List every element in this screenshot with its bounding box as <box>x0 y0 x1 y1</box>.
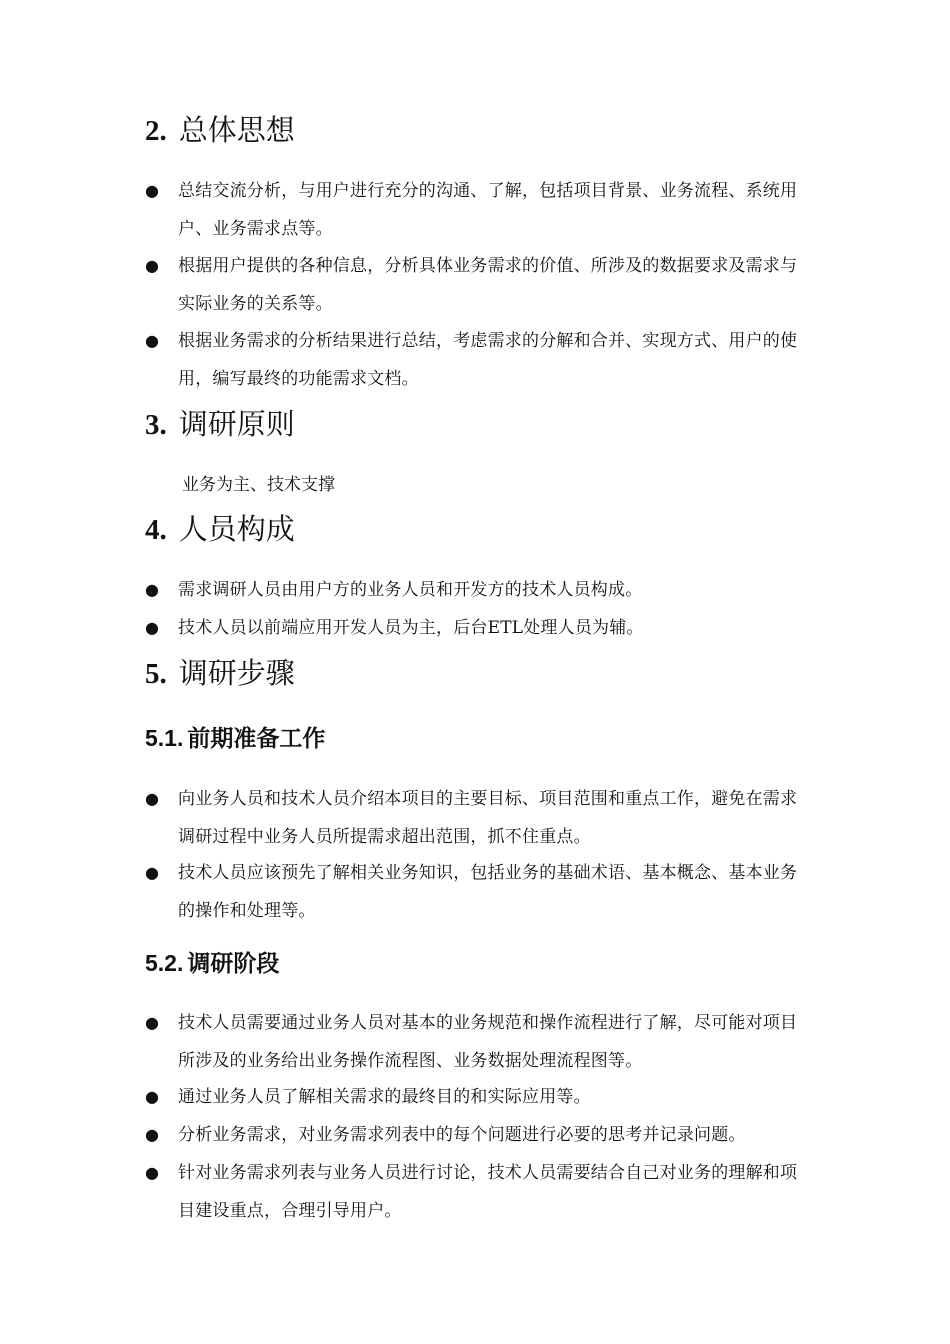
list-item-text: 技术人员以前端应用开发人员为主，后台ETL处理人员为辅。 <box>178 618 644 638</box>
list-item-text: 针对业务需求列表与业务人员进行讨论，技术人员需要结合自己对业务的理解和项目建设重点，合理引导用户。 <box>178 1163 798 1221</box>
subsection-number: 5.2. <box>145 950 184 976</box>
subsection-heading-5-1 <box>145 723 325 754</box>
section-title: 调研原则 <box>178 407 295 441</box>
bullet-icon: ● <box>145 1087 159 1106</box>
section-heading-5 <box>145 656 295 691</box>
bullet-icon: ● <box>145 331 159 350</box>
section-number: 2. <box>145 115 167 147</box>
list-item <box>145 1078 810 1116</box>
section-number: 5. <box>145 658 167 690</box>
principle-text: 业务为主、技术支撑 <box>182 475 335 495</box>
section-title: 人员构成 <box>178 512 295 546</box>
list-item-text: 通过业务人员了解相关需求的最终目的和实际应用等。 <box>178 1087 591 1107</box>
list-item <box>145 247 810 323</box>
bullet-icon: ● <box>145 256 159 275</box>
section-title: 调研步骤 <box>178 656 295 690</box>
bullet-icon: ● <box>145 618 159 637</box>
list-item-text: 技术人员需要通过业务人员对基本的业务规范和操作流程进行了解，尽可能对项目所涉及的业务给出业务操作流程图、业务数据处理流程图等。 <box>178 1013 798 1071</box>
subsection-number: 5.1. <box>145 725 184 751</box>
subsection-heading-5-2 <box>145 948 279 979</box>
bullet-icon: ● <box>145 1013 159 1032</box>
bullet-icon: ● <box>145 789 159 808</box>
section-heading-2 <box>145 113 295 148</box>
bullet-icon: ● <box>145 181 159 200</box>
section-number: 4. <box>145 514 167 546</box>
list-item <box>145 1116 810 1154</box>
list-item-text: 分析业务需求，对业务需求列表中的每个问题进行必要的思考并记录问题。 <box>178 1125 746 1145</box>
list-item-text: 根据用户提供的各种信息，分析具体业务需求的价值、所涉及的数据要求及需求与实际业务的关系等。 <box>178 256 798 314</box>
bullet-icon: ● <box>145 580 159 599</box>
subsection-title: 调研阶段 <box>187 951 280 977</box>
list-item-text: 根据业务需求的分析结果进行总结，考虑需求的分解和合并、实现方式、用户的使用，编写最终的功能需求文档。 <box>178 331 798 389</box>
bullet-icon: ● <box>145 1163 159 1182</box>
list-item <box>145 322 810 398</box>
list-item <box>145 1154 810 1230</box>
subsection-title: 前期准备工作 <box>187 726 326 752</box>
list-item <box>145 609 810 647</box>
list-item <box>145 571 810 609</box>
section-number: 3. <box>145 409 167 441</box>
list-item <box>145 854 810 930</box>
list-item-text: 向业务人员和技术人员介绍本项目的主要目标、项目范围和重点工作，避免在需求调研过程中业务人员所提需求超出范围，抓不住重点。 <box>178 789 798 847</box>
section-title: 总体思想 <box>178 113 295 147</box>
list-item-text: 总结交流分析，与用户进行充分的沟通、了解，包括项目背景、业务流程、系统用户、业务需求点等。 <box>178 181 798 239</box>
list-item <box>145 780 810 856</box>
list-item <box>145 1004 810 1080</box>
list-item-text: 需求调研人员由用户方的业务人员和开发方的技术人员构成。 <box>178 580 643 600</box>
section-heading-3 <box>145 407 295 442</box>
bullet-icon: ● <box>145 863 159 882</box>
bullet-icon: ● <box>145 1125 159 1144</box>
list-item-text: 技术人员应该预先了解相关业务知识，包括业务的基础术语、基本概念、基本业务的操作和处理等。 <box>178 863 798 921</box>
section-heading-4 <box>145 512 295 547</box>
list-item <box>145 172 810 248</box>
